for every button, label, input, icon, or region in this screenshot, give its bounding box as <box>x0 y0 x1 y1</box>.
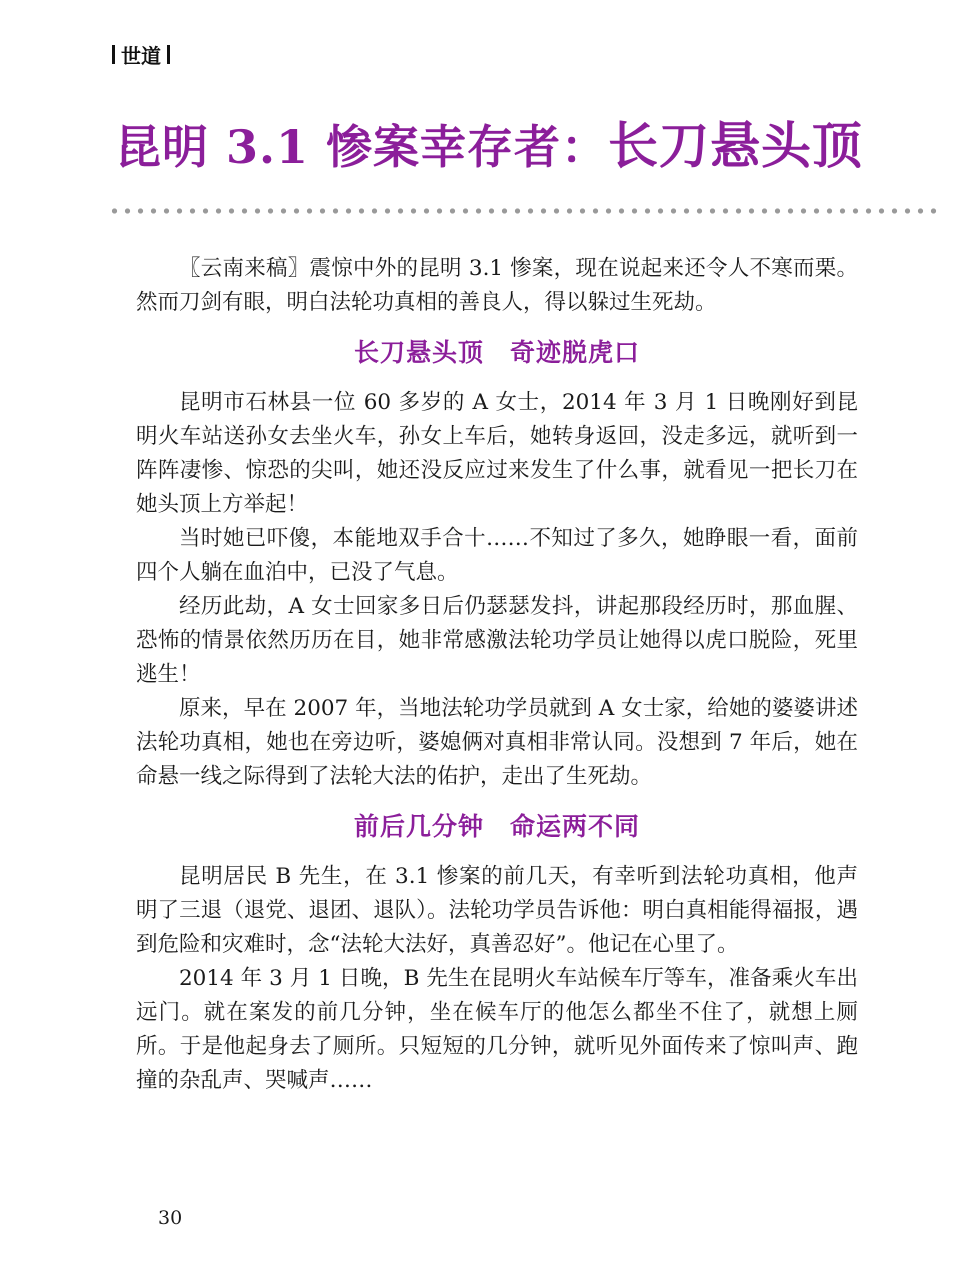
section-tag-label: 世道 <box>121 44 161 68</box>
intro-paragraph: 〖云南来稿〗震惊中外的昆明 3.1 惨案，现在说起来还令人不寒而栗。然而刀剑有眼，明白法轮功真相的善良人，得以躲过生死劫。 <box>136 256 858 315</box>
section-1-paragraph-1: 昆明市石林县一位 60 多岁的 A 女士，2014 年 3 月 1 日晚刚好到昆明火车站送孙女去坐火车，孙女上车后，她转身返回，没走多远，就听到一阵阵凄惨、惊恐的尖叫，她还没反应过来发生了什么事，就看见一把长刀在她头顶上方举起！ <box>136 390 858 517</box>
article-title-accent: 长刀悬头顶 <box>608 116 864 175</box>
section-1-paragraph-4: 原来，早在 2007 年，当地法轮功学员就到 A 女士家，给她的婆婆讲述法轮功真相，她也在旁边听，婆媳俩对真相非常认同。没想到 7 年后，她在命悬一线之际得到了法轮大法的佑护，走出了生死劫。 <box>136 696 858 789</box>
section-2-paragraph-1: 昆明居民 B 先生，在 3.1 惨案的前几天，有幸听到法轮功真相，他声明了三退（退党、退团、退队）。法轮功学员告诉他：明白真相能得福报，遇到危险和灾难时，念“法轮大法好，真善忍好”。他记在心里了。 <box>136 864 858 957</box>
section-heading-2: 前后几分钟 命运两不同 <box>353 812 640 841</box>
article-title-main: 昆明 3.1 惨案幸存者： <box>114 120 609 174</box>
dotted-divider <box>108 208 938 214</box>
section-tag-right-bar <box>167 45 170 64</box>
section-1-paragraph-3: 经历此劫，A 女士回家多日后仍瑟瑟发抖，讲起那段经历时，那血腥、恐怖的情景依然历历在目，她非常感激法轮功学员让她得以虎口脱险，死里逃生！ <box>136 594 858 687</box>
section-tag <box>112 40 170 69</box>
article-title <box>0 106 978 178</box>
section-tag-left-bar <box>112 45 115 64</box>
article-body <box>136 252 858 1098</box>
section-2-paragraph-2: 2014 年 3 月 1 日晚，B 先生在昆明火车站候车厅等车，准备乘火车出远门。就在案发的前几分钟，坐在候车厅的他怎么都坐不住了，就想上厕所。于是他起身去了厕所。只短短的几分钟，就听见外面传来了惊叫声、跑撞的杂乱声、哭喊声…… <box>136 966 858 1093</box>
section-heading-1: 长刀悬头顶 奇迹脱虎口 <box>353 338 640 367</box>
page-number: 30 <box>158 1207 183 1229</box>
section-1-paragraph-2: 当时她已吓傻，本能地双手合十……不知过了多久，她睁眼一看，面前四个人躺在血泊中，已没了气息。 <box>136 526 858 585</box>
